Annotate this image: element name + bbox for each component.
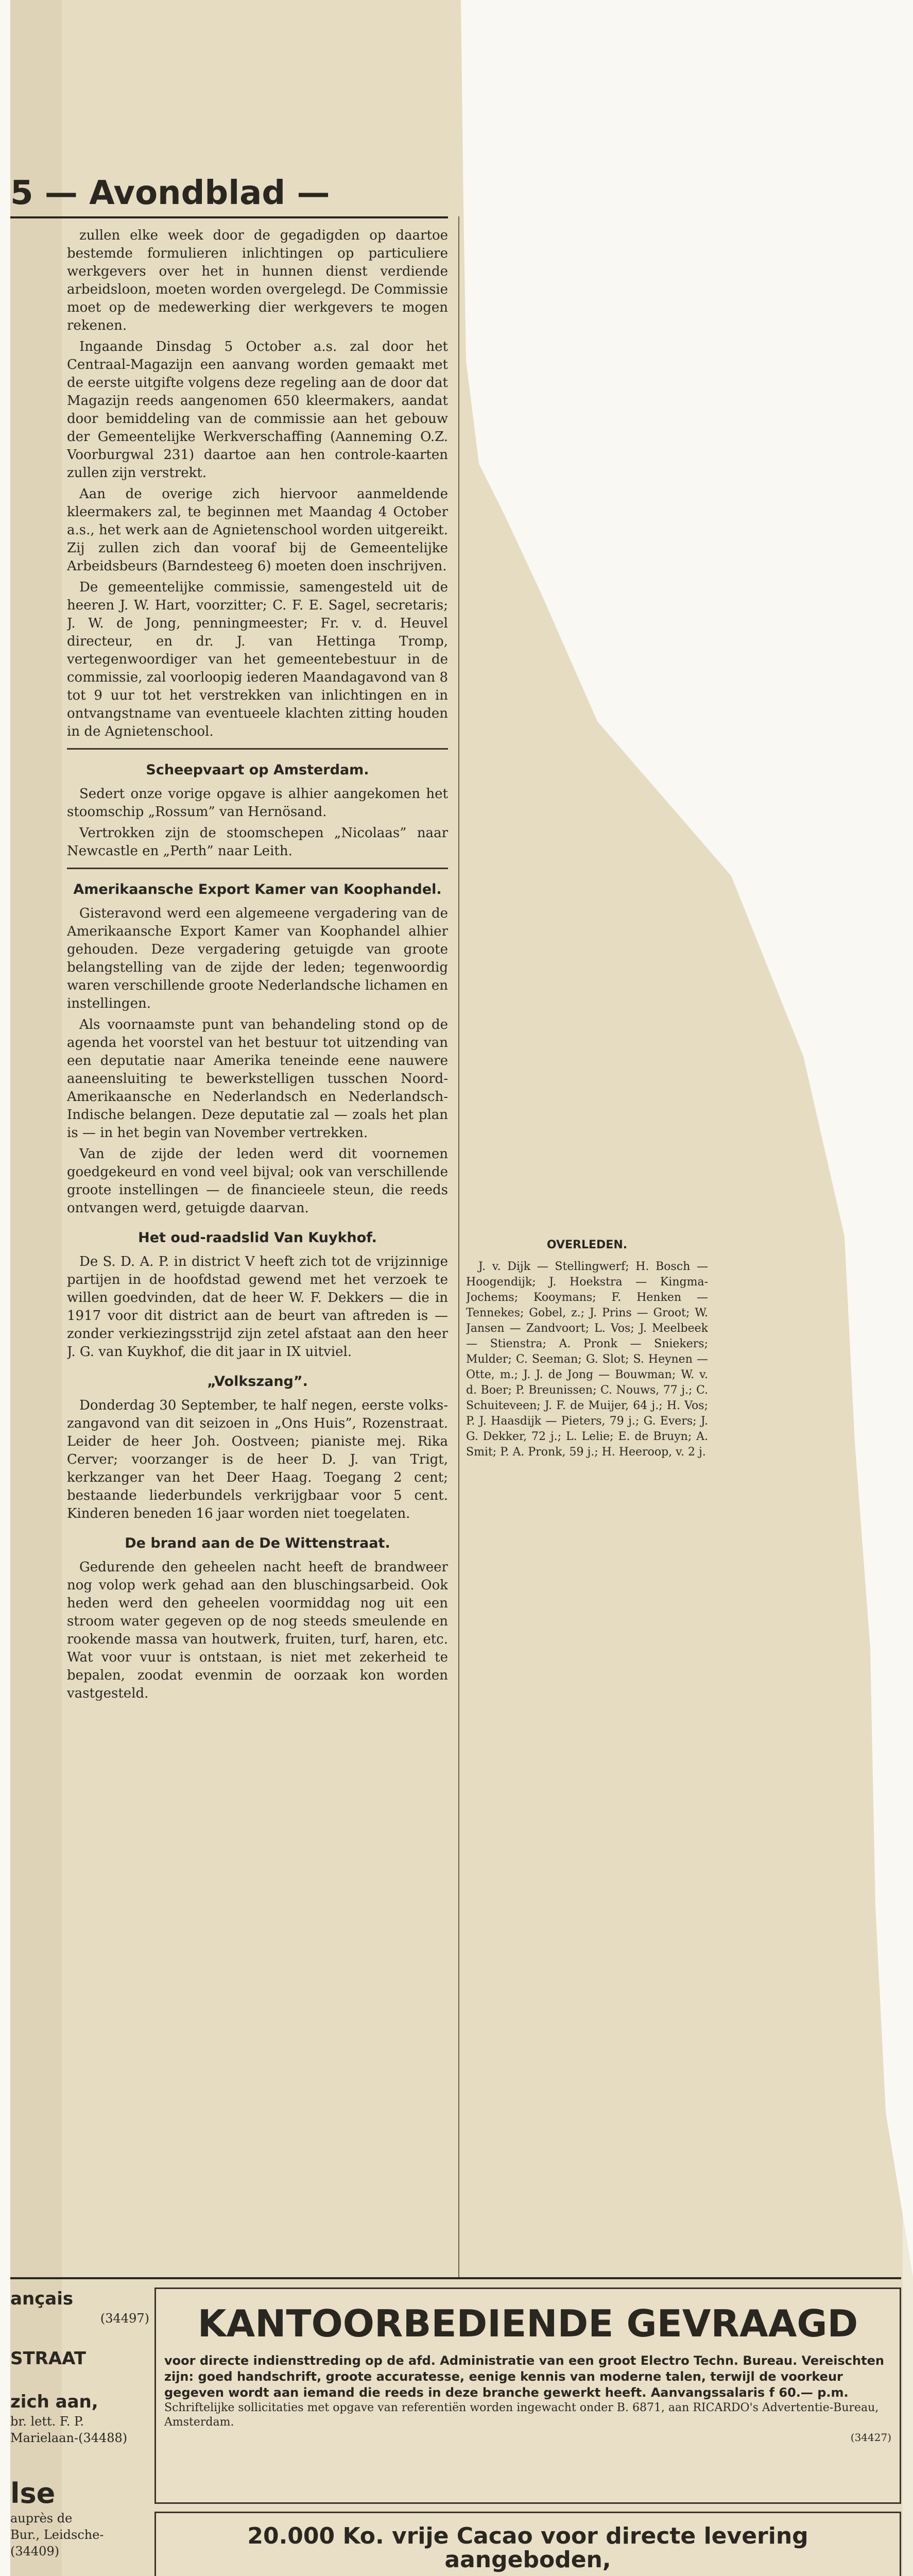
- ad-title: KANTOORBEDIENDE GEVRAAGD: [197, 2302, 858, 2345]
- fragment: zich aan,: [10, 2392, 98, 2412]
- paragraph: Gisteravond werd een algemeene vergadering van de Amerikaansche Export Kamer van Koophandel alhier gehouden. Deze vergadering getuigde van groote belangstelling van de zijde der leden; tegenwoordig waren verschillende groote Nederlandsche lichamen en instellingen.: [67, 906, 448, 1011]
- paragraph: zullen elke week door de gegadigden op daartoe bestemde formulieren inlichtingen op particuliere werkgevers over het in hunnen dienst verdiende arbeidsloon, moeten worden overgelegd. De Commissie moet op de medewerking dier werkgevers te mogen rekenen.: [67, 228, 448, 333]
- masthead-text: 5 — Avondblad —: [10, 174, 330, 212]
- paragraph: Ingaande Dinsdag 5 October a.s. zal door het Centraal-Magazijn een aanvang worden gemaakt met de eerste uitgifte volgens deze regeling aan de door dat Magazijn reeds aangenomen 650 kleermakers, aandat door bemiddeling van de commissie aan het gebouw der Gemeentelijke Werkverschaffing (Aanneming O.Z. Voorburgwal 231) daartoe aan hen controle-kaarten zullen zijn verstrekt.: [67, 339, 448, 481]
- overleden-text: J. v. Dijk — Stellingwerf; H. Bosch — Hoogendijk; J. Hoekstra — Kingma-Jochems; Kooymans; F. Henken — Tennekes; Gobel, z.; J. Prins — Groot; W. Jansen — Zandvoort; L. Vos; J. Meelbeek — Stienstra; A. Pronk — Sniekers; Mulder; C. Seeman; G. Slot; S. Heynen — Otte, m.; J. J. de Jong — Bouwman; W. v. d. Boer; P. Breunissen; C. Nouws, 77 j.; C. Schuiteveen; J. F. de Muijer, 64 j.; H. Vos; P. J. Haasdijk — Pieters, 79 j.; G. Evers; J. G. Dekker, 72 j.; L. Lelie; E. de Bruyn; A. Smit; P. A. Pronk, 59 j.; H. Heeroop, v. 2 j.: [466, 1260, 708, 1459]
- ad-cacao: [154, 2512, 901, 2576]
- article-heading: Het oud-raadslid Van Kuykhof.: [138, 1230, 377, 1246]
- overleden-column: [466, 1226, 708, 2277]
- article-heading: Scheepvaart op Amsterdam.: [146, 762, 369, 778]
- paragraph: Gedurende den geheelen nacht heeft de brandweer nog volop werk gehad aan den bluschingsarbeid. Ook heden werd den geheelen voormiddag nog uit een stroom water gegeven op de nog steeds smeulende en rookende massa van houtwerk, fruiten, turf, haren, etc. Wat voor vuur is ontstaan, is niet met zekerheid te bepalen, zoodat evenmin de oorzaak kon worden vastgesteld.: [67, 1560, 448, 1701]
- fragment: ançais: [10, 2289, 74, 2309]
- paragraph: Van de zijde der leden werd dit voornemen goedgekeurd en vond veel bijval; ook van verschillende groote instellingen — de financieele steun, die reeds ontvangen werd, getuigde daarvan.: [67, 1146, 448, 1216]
- paragraph: Aan de overige zich hiervoor aanmeldende kleermakers zal, te beginnen met Maandag 4 October a.s., het werk aan de Agnietenschool worden uitgereikt. Zij zullen zich dan vooraf bij de Gemeentelijke Arbeidsbeurs (Barndesteeg 6) moeten doen inschrijven.: [67, 486, 448, 574]
- ad-body: voor directe indiensttreding op de afd. Administratie van een groot Electro Techn. Bureau. Vereischten zijn: goed handschrift, groote accuratesse, eenige kennis van moderne talen, terwijl de voorkeur gegeven wordt aan iemand die reeds in deze branche gewerkt heeft. Aanvangssalaris f 60.— p.m.: [164, 2353, 884, 2400]
- fragment: (34497): [100, 2311, 149, 2326]
- paragraph: Sedert onze vorige opgave is alhier aangekomen het stoomschip „Rossum” van Hernösand.: [67, 786, 448, 820]
- overleden-heading: OVERLEDEN.: [546, 1239, 628, 1251]
- ad-contact: Schriftelijke sollicitaties met opgave van referentiën worden ingewacht onder B. 6871, aan RICARDO's Advertentie-Bureau, Amsterdam.: [164, 2401, 879, 2429]
- ad-ref: (34427): [850, 2431, 891, 2444]
- fragment: auprès de: [10, 2511, 73, 2526]
- ad-kantoorbediende: [154, 2287, 901, 2504]
- article-heading: Amerikaansche Export Kamer van Koophandel.: [73, 882, 442, 897]
- fragment: br. lett. F. P. Marielaan-(34488): [10, 2414, 128, 2445]
- paragraph: De gemeentelijke commissie, samengesteld uit de heeren J. W. Hart, voorzitter; C. F. E. Sagel, secretaris; J. W. de Jong, penningmeester; Fr. v. d. Heuvel directeur, en dr. J. van Hettinga Tromp, vertegenwoordiger van het gemeentebestuur in de commissie, zal voorloopig iederen Maandagavond van 8 tot 9 uur tot het verstrekken van inlichtingen en in ontvangstname van eventueele klachten zitting houden in de Agnietenschool.: [67, 580, 448, 739]
- fragment: lse: [10, 2477, 56, 2510]
- fragment: Bur., Leidsche-(34409): [10, 2528, 104, 2558]
- article-heading: De brand aan de De Wittenstraat.: [125, 1535, 390, 1551]
- ad-title: 20.000 Ko. vrije Cacao voor directe levering aangeboden,: [247, 2523, 808, 2573]
- paragraph: Donderdag 30 September, te half negen, eerste volks-zangavond van dit seizoen in „Ons Huis”, Rozenstraat. Leider de heer Joh. Oostveen; pianiste mej. Rika Cerver; voorzanger is de heer D. J. van Trigt, kerkzanger van het Deer Haag. Toegang 2 cent; bestaande liederbundels verkrijgbaar voor 5 cent. Kinderen beneden 16 jaar worden niet toegelaten.: [67, 1398, 448, 1521]
- section-rule: [10, 2277, 901, 2279]
- paragraph: De S. D. A. P. in district V heeft zich tot de vrijzinnige partijen in de hoofdstad gewend met het verzoek te willen goedvinden, dat de heer W. F. Dekkers — die in 1917 voor dit district aan de beurt van aftreden is — zonder verkiezingsstrijd zijn zetel afstaat aan den heer J. G. van Kuykhof, die dit jaar in IX uitviel.: [67, 1254, 448, 1360]
- paragraph: Als voornaamste punt van behandeling stond op de agenda het voorstel van het bestuur tot uitzending van een deputatie naar Amerika teneinde eene nauwere aaneensluiting te bewerkstelligen tusschen Noord-Amerikaansche en Nederlandsch en Nederlandsch-Indische belangen. Deze deputatie zal — zoals het plan is — in het begin van November vertrekken.: [67, 1017, 448, 1141]
- fragment: STRAAT: [10, 2348, 87, 2369]
- paragraph: Vertrokken zijn de stoomschepen „Nicolaas” naar Newcastle en „Perth” naar Leith.: [67, 825, 448, 859]
- article-heading: „Volkszang”.: [207, 1374, 308, 1389]
- left-classified-fragments: [10, 2287, 149, 2576]
